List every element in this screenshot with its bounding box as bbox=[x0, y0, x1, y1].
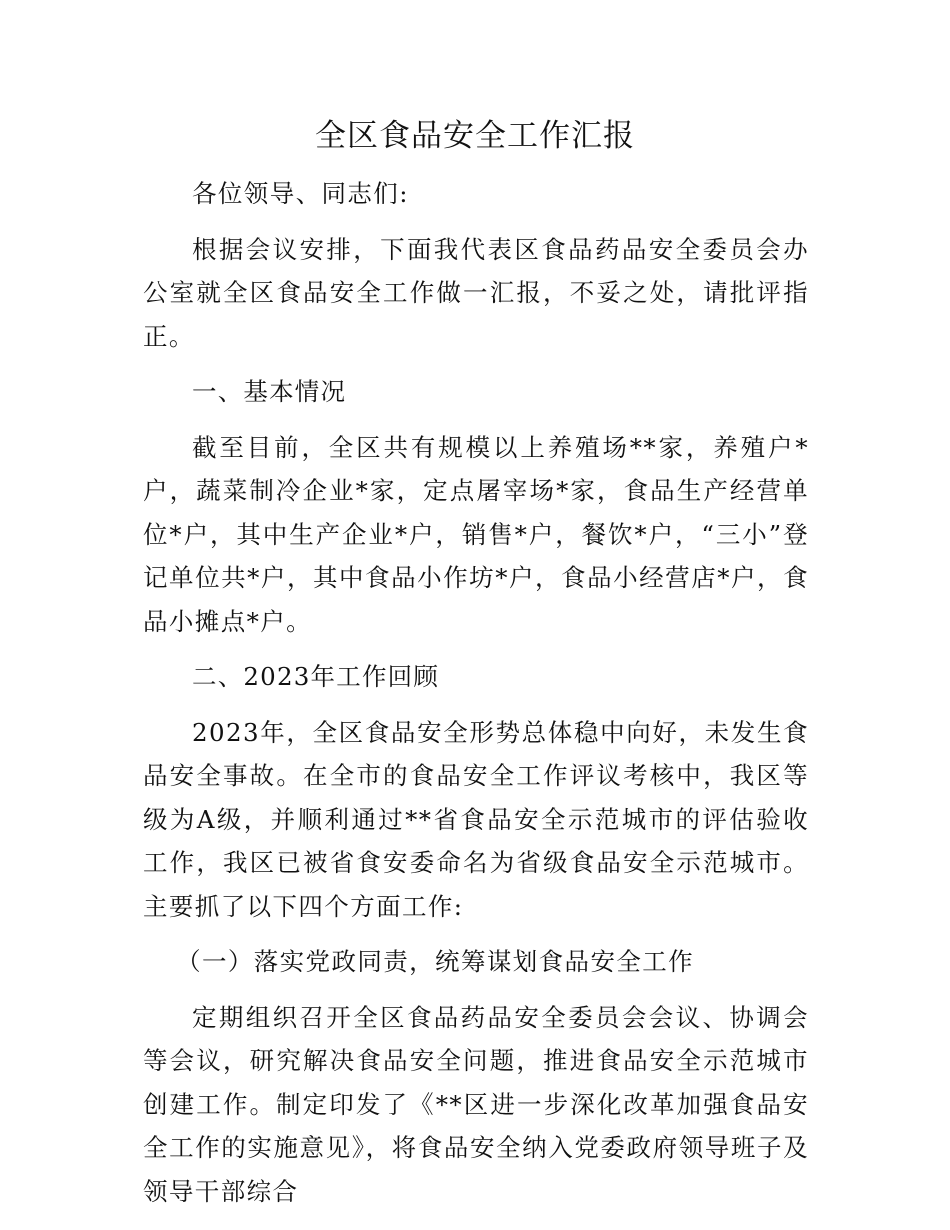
subsection-heading-party-responsibility: （一）落实党政同责，统筹谋划食品安全工作 bbox=[176, 947, 695, 976]
document-body bbox=[143, 172, 809, 1225]
work-review-paragraph: 2023年，全区食品安全形势总体稳中向好，未发生食品安全事故。在全市的食品安全工作评议考核中，我区等级为A级，并顺利通过**省食品安全示范城市的评估验收工作，我区已被省食安委命名为省级食品安全示范城市。主要抓了以下四个方面工作: bbox=[143, 717, 809, 921]
section-heading-work-review: 二、2023年工作回顾 bbox=[192, 662, 440, 691]
section-heading-basic-situation: 一、基本情况 bbox=[192, 377, 347, 406]
basic-situation-paragraph: 截至目前，全区共有规模以上养殖场**家，养殖户*户，蔬菜制冷企业*家，定点屠宰场*家，食品生产经营单位*户，其中生产企业*户，销售*户，餐饮*户，“三小”登记单位共*户，其中食品小作坊*户，食品小经营店*户，食品小摊点*户。 bbox=[143, 432, 809, 636]
document-title: 全区食品安全工作汇报 bbox=[315, 118, 635, 154]
intro-paragraph: 根据会议安排，下面我代表区食品药品安全委员会办公室就全区食品安全工作做一汇报，不妥之处，请批评指正。 bbox=[143, 234, 809, 351]
salutation: 各位领导、同志们: bbox=[192, 179, 409, 208]
party-responsibility-paragraph: 定期组织召开全区食品药品安全委员会会议、协调会等会议，研究解决食品安全问题，推进食品安全示范城市创建工作。制定印发了《**区进一步深化改革加强食品安全工作的实施意见》，将食品安全纳入党委政府领导班子及领导干部综合 bbox=[143, 1002, 809, 1206]
